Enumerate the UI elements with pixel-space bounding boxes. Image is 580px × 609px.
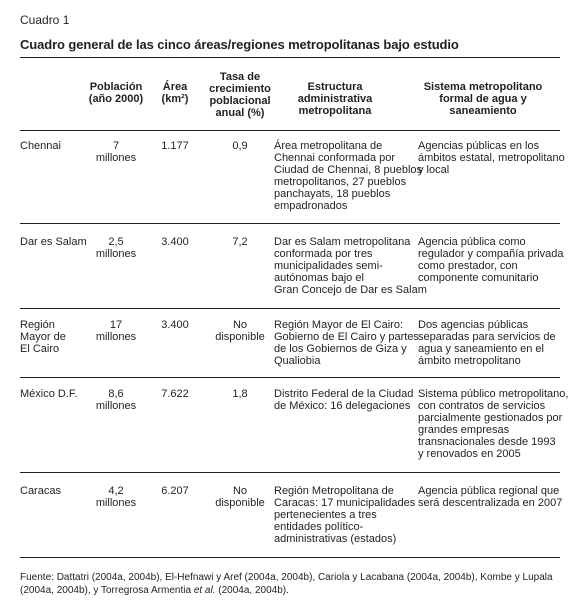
row-mexico-growth: 1,8 xyxy=(232,388,248,400)
row-mexico-system: Sistema público metropolitano, con contratos de servicios parcialmente gestionados por grandes empresas transnacionales desde 1993 y renovados en 2005 xyxy=(418,388,569,460)
row-rule-4 xyxy=(20,472,560,473)
row-cairo-system: Dos agencias públicas separadas para servicios de agua y saneamiento en el ámbito metropolitano xyxy=(418,319,556,367)
source-text-end: (2004a, 2004b). xyxy=(215,585,289,596)
row-mexico-name: México D.F. xyxy=(20,388,78,400)
row-daressalam-structure: Dar es Salam metropolitana conformada por tres municipalidades semi- autónomas bajo el Gran Concejo de Dar es Salam xyxy=(274,236,427,296)
header-population: Población (año 2000) xyxy=(88,81,144,105)
row-caracas-growth: No disponible xyxy=(215,485,265,509)
row-caracas-structure: Región Metropolitana de Caracas: 17 municipalidades pertenecientes a tres entidades político- administrativas (estados) xyxy=(274,485,416,545)
source-italic: et al. xyxy=(193,585,216,596)
row-cairo-area: 3.400 xyxy=(161,319,189,331)
top-rule xyxy=(20,57,560,58)
row-chennai-area: 1.177 xyxy=(161,140,189,152)
row-cairo-population: 17 millones xyxy=(95,319,137,343)
bottom-rule xyxy=(20,557,560,558)
header-structure: Estructura administrativa metropolitana xyxy=(297,81,373,117)
row-caracas-area: 6.207 xyxy=(161,485,189,497)
table-title: Cuadro general de las cinco áreas/regiones metropolitanas bajo estudio xyxy=(20,37,459,52)
row-chennai-name: Chennai xyxy=(20,140,61,152)
row-caracas-system: Agencia pública regional que será descentralizada en 2007 xyxy=(418,485,563,509)
header-system: Sistema metropolitano formal de agua y saneamiento xyxy=(423,81,543,117)
row-mexico-area: 7.622 xyxy=(161,388,189,400)
row-cairo-growth: No disponible xyxy=(215,319,265,343)
row-mexico-structure: Distrito Federal de la Ciudad de México: 16 delegaciones xyxy=(274,388,414,412)
row-cairo-structure: Región Mayor de El Cairo: Gobierno de El Cairo y partes de los Gobiernos de Giza y Qualiobia xyxy=(274,319,419,367)
row-chennai-structure: Área metropolitana de Chennai conformada por Ciudad de Chennai, 8 pueblos metropolitanos, 27 pueblos panchayats, 18 pueblos empadronados xyxy=(274,140,423,212)
row-rule-3 xyxy=(20,377,560,378)
row-daressalam-name: Dar es Salam xyxy=(20,236,87,248)
row-daressalam-population: 2,5 millones xyxy=(95,236,137,260)
row-chennai-population: 7 millones xyxy=(95,140,137,164)
source-note xyxy=(20,571,565,597)
row-daressalam-area: 3.400 xyxy=(161,236,189,248)
header-area: Área (km²) xyxy=(161,81,189,105)
header-rule xyxy=(20,130,560,131)
row-daressalam-system: Agencia pública como regulador y compañía privada como prestador, con componente comunitario xyxy=(418,236,564,284)
row-caracas-population: 4,2 millones xyxy=(95,485,137,509)
table-label: Cuadro 1 xyxy=(20,13,70,27)
row-rule-2 xyxy=(20,308,560,309)
row-cairo-name: Región Mayor de El Cairo xyxy=(20,319,66,355)
source-text: Fuente: Dattatri (2004a, 2004b), El-Hefnawi y Aref (2004a, 2004b), Cariola y Lacabana (2004a, 2004b), Kombe y Lupala (2004a, 2004b), y Torregrosa Armentia xyxy=(20,572,553,596)
row-rule-1 xyxy=(20,223,560,224)
row-caracas-name: Caracas xyxy=(20,485,61,497)
row-chennai-system: Agencias públicas en los ámbitos estatal, metropolitano y local xyxy=(418,140,565,176)
row-daressalam-growth: 7,2 xyxy=(232,236,248,248)
row-chennai-growth: 0,9 xyxy=(232,140,248,152)
row-mexico-population: 8,6 millones xyxy=(95,388,137,412)
header-growth: Tasa de crecimiento poblacional anual (%) xyxy=(209,71,271,119)
